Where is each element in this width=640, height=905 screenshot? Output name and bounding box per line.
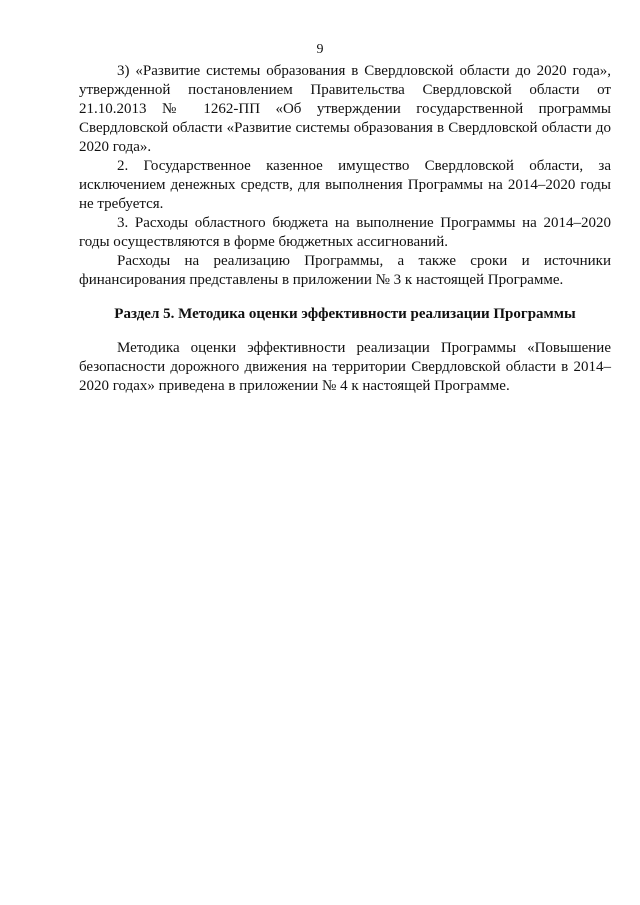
paragraph-methodology: Методика оценки эффективности реализации Программы «Повышение безопасности дорожного движения на территории Свердловской области в 2014–2020 годах» приведена в приложении № 4 к настоящей Программе.: [79, 340, 611, 394]
paragraph-budget-expenses: 3. Расходы областного бюджета на выполнение Программы на 2014–2020 годы осуществляются в форме бюджетных ассигнований.: [79, 215, 611, 250]
paragraph-financing-sources: Расходы на реализацию Программы, а также сроки и источники финансирования представлены в приложении № 3 к настоящей Программе.: [79, 253, 611, 288]
page-number: 9: [316, 42, 324, 57]
paragraph-state-property: 2. Государственное казенное имущество Свердловской области, за исключением денежных средств, для выполнения Программы на 2014–2020 годы не требуется.: [79, 158, 611, 212]
section-heading: Раздел 5. Методика оценки эффективности реализации Программы: [114, 306, 576, 322]
paragraph-program-item-3: 3) «Развитие системы образования в Свердловской области до 2020 года», утвержденной постановлением Правительства Свердловской области от 21.10.2013 № 1262-ПП «Об утверждении государственной программы Свердловской области «Развитие системы образования в Свердловской области до 2020 года».: [79, 63, 611, 155]
document-body: [79, 62, 611, 396]
